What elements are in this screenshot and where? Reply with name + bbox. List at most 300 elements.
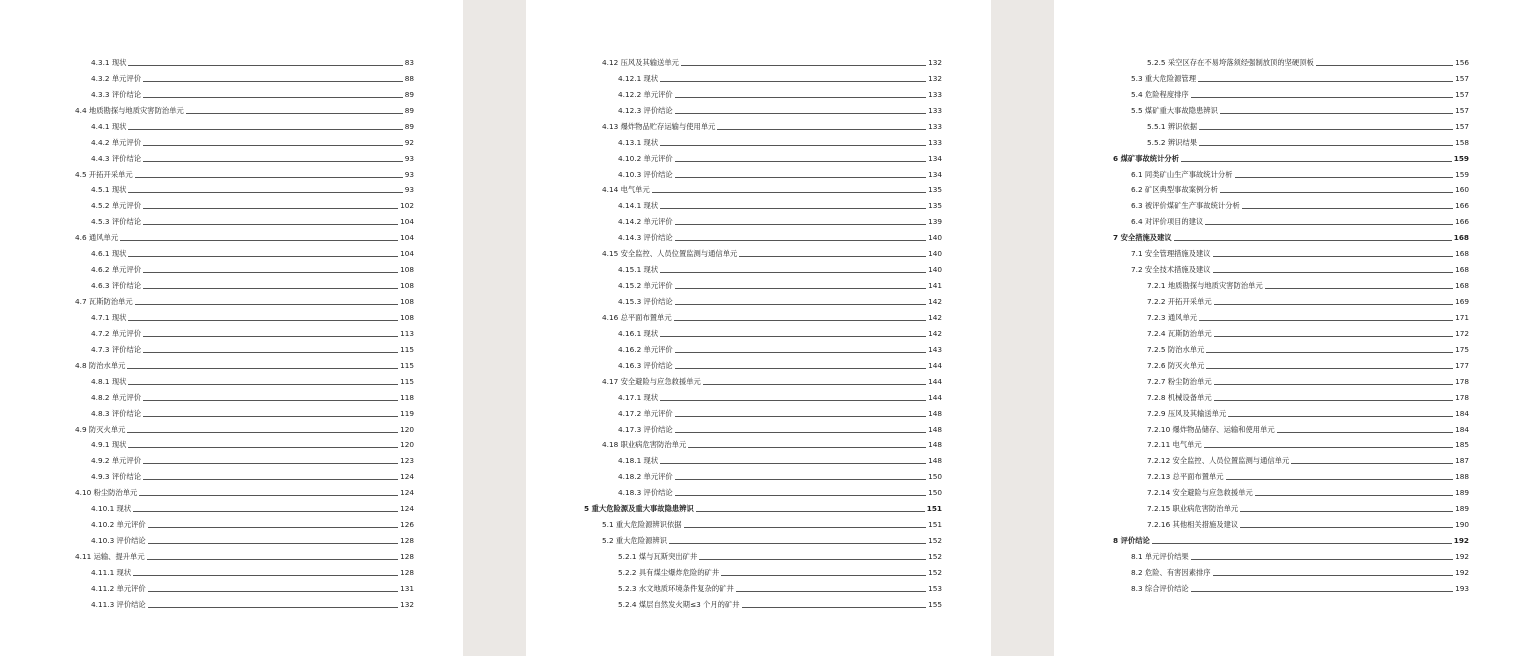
toc-leader-line bbox=[128, 446, 398, 448]
toc-leader-line bbox=[1206, 367, 1453, 369]
toc-entry-title: 4.10.3 评价结论 bbox=[91, 536, 146, 546]
toc-entry[interactable] bbox=[73, 435, 414, 451]
toc-entry-title: 7.2.9 压风及其输送单元 bbox=[1147, 408, 1227, 418]
toc-leader-line bbox=[127, 367, 398, 369]
toc-entry-page-number: 142 bbox=[928, 297, 942, 306]
toc-leader-line bbox=[681, 64, 926, 66]
toc-entry[interactable] bbox=[584, 323, 942, 339]
toc-entry-title: 4.16.3 评价结论 bbox=[618, 360, 673, 370]
toc-leader-line bbox=[703, 383, 926, 385]
toc-entry-title: 4.11 运输、提升单元 bbox=[75, 552, 145, 561]
toc-entry[interactable] bbox=[73, 387, 414, 403]
toc-entry-page-number: 140 bbox=[928, 265, 942, 275]
toc-entry[interactable] bbox=[73, 164, 414, 180]
toc-entry[interactable] bbox=[73, 339, 414, 355]
toc-entry[interactable] bbox=[73, 211, 414, 227]
toc-entry[interactable] bbox=[1113, 339, 1469, 355]
toc-leader-line bbox=[148, 542, 398, 544]
toc-entry[interactable] bbox=[584, 562, 942, 578]
toc-leader-line bbox=[1213, 255, 1453, 257]
toc-entry[interactable] bbox=[73, 482, 414, 498]
toc-entry-title: 7.2 安全技术措施及建议 bbox=[1131, 265, 1211, 275]
toc-entry-page-number: 166 bbox=[1455, 217, 1469, 227]
toc-entry-title: 4.14.1 现状 bbox=[618, 201, 659, 211]
toc-entry[interactable] bbox=[73, 403, 414, 419]
toc-entry[interactable] bbox=[1113, 275, 1469, 291]
toc-entry-page-number: 93 bbox=[404, 153, 414, 163]
toc-entry-page-number: 134 bbox=[928, 169, 942, 179]
toc-leader-line bbox=[1191, 558, 1453, 560]
toc-leader-line bbox=[1181, 160, 1452, 162]
toc-entry-page-number: 88 bbox=[404, 73, 414, 83]
toc-entry[interactable] bbox=[73, 498, 414, 514]
toc-entry[interactable] bbox=[584, 371, 942, 387]
document-page-3 bbox=[1054, 0, 1515, 656]
toc-entry[interactable] bbox=[1113, 355, 1469, 371]
toc-entry[interactable] bbox=[73, 514, 414, 530]
toc-entry-title: 7.2.11 电气单元 bbox=[1147, 440, 1202, 450]
toc-leader-line bbox=[674, 319, 926, 321]
toc-entry[interactable] bbox=[1113, 546, 1469, 562]
toc-leader-line bbox=[699, 558, 926, 560]
toc-entry[interactable] bbox=[73, 371, 414, 387]
toc-entry[interactable] bbox=[73, 450, 414, 466]
toc-entry[interactable] bbox=[1113, 148, 1469, 164]
toc-entry-title: 4.9 防灭火单元 bbox=[75, 424, 126, 434]
toc-entry[interactable] bbox=[584, 307, 942, 323]
toc-entry[interactable] bbox=[1113, 259, 1469, 275]
toc-entry-page-number: 178 bbox=[1455, 376, 1469, 386]
toc-entry-title: 4.12 压风及其输送单元 bbox=[602, 57, 679, 67]
toc-entry-page-number: 157 bbox=[1455, 105, 1469, 115]
toc-leader-line bbox=[675, 478, 926, 480]
toc-entry[interactable] bbox=[73, 132, 414, 148]
toc-entry-title: 4.17.3 评价结论 bbox=[618, 424, 673, 434]
toc-entry-page-number: 120 bbox=[400, 424, 414, 434]
toc-entry-page-number: 160 bbox=[1455, 185, 1469, 195]
toc-entry-page-number: 89 bbox=[404, 105, 414, 115]
toc-entry[interactable] bbox=[1113, 243, 1469, 259]
toc-entry[interactable] bbox=[1113, 307, 1469, 323]
toc-entry[interactable] bbox=[73, 466, 414, 482]
toc-leader-line bbox=[1226, 478, 1453, 480]
toc-entry[interactable] bbox=[584, 275, 942, 291]
toc-leader-line bbox=[148, 590, 398, 592]
toc-entry[interactable] bbox=[73, 148, 414, 164]
toc-leader-line bbox=[675, 367, 926, 369]
toc-leader-line bbox=[739, 255, 926, 257]
toc-entry[interactable] bbox=[584, 403, 942, 419]
toc-entry-page-number: 185 bbox=[1455, 440, 1469, 450]
toc-entry-title: 4.12.1 现状 bbox=[618, 73, 659, 83]
toc-list bbox=[1113, 52, 1469, 594]
toc-leader-line bbox=[133, 510, 398, 512]
toc-entry-title: 4.4 地质勘探与地质灾害防治单元 bbox=[75, 105, 184, 115]
toc-entry[interactable] bbox=[73, 419, 414, 435]
toc-entry-title: 6 煤矿事故统计分析 bbox=[1113, 153, 1179, 163]
toc-entry-page-number: 133 bbox=[928, 105, 942, 115]
toc-entry-title: 7.2.2 开拓开采单元 bbox=[1147, 297, 1212, 306]
toc-entry[interactable] bbox=[584, 164, 942, 180]
toc-entry[interactable] bbox=[73, 52, 414, 68]
toc-entry[interactable] bbox=[584, 84, 942, 100]
toc-entry-page-number: 168 bbox=[1455, 249, 1469, 259]
toc-entry[interactable] bbox=[584, 211, 942, 227]
toc-leader-line bbox=[143, 462, 398, 464]
toc-entry-page-number: 133 bbox=[928, 89, 942, 99]
toc-leader-line bbox=[1316, 64, 1453, 66]
toc-list bbox=[584, 52, 942, 610]
toc-entry[interactable] bbox=[584, 578, 942, 594]
toc-entry-title: 4.7.3 评价结论 bbox=[91, 344, 142, 354]
toc-entry-page-number: 115 bbox=[400, 376, 414, 386]
toc-entry[interactable] bbox=[1113, 419, 1469, 435]
toc-entry[interactable] bbox=[584, 546, 942, 562]
toc-entry-title: 5.2.4 煤层自然发火期≤3 个月的矿井 bbox=[618, 599, 740, 609]
toc-entry-title: 4.3.2 单元评价 bbox=[91, 73, 142, 83]
toc-entry-title: 7.2.12 安全监控、人员位置监测与通信单元 bbox=[1147, 456, 1290, 466]
toc-entry-title: 4.9.2 单元评价 bbox=[91, 456, 142, 466]
toc-entry[interactable] bbox=[584, 530, 942, 546]
toc-entry-page-number: 104 bbox=[400, 249, 414, 259]
toc-entry-page-number: 158 bbox=[1455, 137, 1469, 147]
toc-entry-title: 4.15.2 单元评价 bbox=[618, 281, 673, 291]
toc-entry-page-number: 159 bbox=[1455, 169, 1469, 179]
toc-entry[interactable] bbox=[1113, 132, 1469, 148]
toc-leader-line bbox=[1220, 191, 1453, 193]
toc-entry-page-number: 190 bbox=[1455, 520, 1469, 530]
toc-entry[interactable] bbox=[73, 307, 414, 323]
toc-entry[interactable] bbox=[73, 530, 414, 546]
toc-entry-page-number: 108 bbox=[400, 265, 414, 275]
toc-entry-page-number: 133 bbox=[928, 137, 942, 147]
toc-leader-line bbox=[128, 319, 398, 321]
toc-leader-line bbox=[688, 446, 926, 448]
toc-entry[interactable] bbox=[1113, 514, 1469, 530]
toc-leader-line bbox=[143, 271, 398, 273]
toc-entry[interactable] bbox=[584, 594, 942, 610]
toc-entry[interactable] bbox=[1113, 578, 1469, 594]
toc-entry[interactable] bbox=[584, 132, 942, 148]
toc-entry[interactable] bbox=[1113, 466, 1469, 482]
toc-entry[interactable] bbox=[1113, 562, 1469, 578]
toc-entry[interactable] bbox=[584, 450, 942, 466]
toc-entry-title: 4.17 安全避险与应急救援单元 bbox=[602, 376, 701, 386]
toc-entry-title: 4.14.2 单元评价 bbox=[618, 217, 673, 227]
toc-entry[interactable] bbox=[584, 514, 942, 530]
toc-leader-line bbox=[128, 64, 402, 66]
toc-leader-line bbox=[148, 526, 398, 528]
toc-entry-title: 5.5.2 辨识结果 bbox=[1147, 137, 1198, 147]
toc-entry-page-number: 115 bbox=[400, 344, 414, 354]
toc-entry-page-number: 139 bbox=[928, 217, 942, 227]
toc-leader-line bbox=[143, 144, 403, 146]
toc-leader-line bbox=[139, 494, 398, 496]
toc-entry[interactable] bbox=[73, 275, 414, 291]
toc-entry-title: 4.6 通风单元 bbox=[75, 233, 119, 243]
toc-entry-page-number: 150 bbox=[928, 472, 942, 482]
toc-entry[interactable] bbox=[584, 243, 942, 259]
toc-entry[interactable] bbox=[73, 259, 414, 275]
toc-entry-page-number: 153 bbox=[928, 583, 942, 593]
toc-entry-page-number: 157 bbox=[1455, 121, 1469, 131]
toc-entry[interactable] bbox=[1113, 530, 1469, 546]
toc-entry[interactable] bbox=[1113, 435, 1469, 451]
toc-entry[interactable] bbox=[1113, 195, 1469, 211]
toc-entry[interactable] bbox=[73, 594, 414, 610]
toc-leader-line bbox=[1255, 494, 1453, 496]
toc-leader-line bbox=[721, 574, 926, 576]
toc-leader-line bbox=[133, 574, 398, 576]
toc-entry-title: 4.3.1 现状 bbox=[91, 57, 127, 67]
toc-entry-page-number: 188 bbox=[1455, 472, 1469, 482]
toc-leader-line bbox=[1213, 271, 1453, 273]
toc-entry[interactable] bbox=[1113, 100, 1469, 116]
toc-entry-page-number: 128 bbox=[400, 536, 414, 546]
toc-entry-title: 4.11.3 评价结论 bbox=[91, 599, 146, 609]
toc-entry-title: 4.11.2 单元评价 bbox=[91, 583, 146, 593]
toc-entry[interactable] bbox=[73, 562, 414, 578]
toc-entry-title: 7.2.10 爆炸物品储存、运输和使用单元 bbox=[1147, 424, 1275, 434]
toc-entry-page-number: 144 bbox=[928, 392, 942, 402]
toc-entry[interactable] bbox=[1113, 164, 1469, 180]
toc-leader-line bbox=[675, 223, 926, 225]
toc-leader-line bbox=[143, 287, 398, 289]
toc-leader-line bbox=[1220, 112, 1453, 114]
toc-leader-line bbox=[1277, 431, 1453, 433]
toc-entry[interactable] bbox=[73, 355, 414, 371]
toc-leader-line bbox=[1214, 383, 1453, 385]
toc-entry-page-number: 175 bbox=[1455, 344, 1469, 354]
toc-leader-line bbox=[742, 606, 927, 608]
toc-entry-page-number: 178 bbox=[1455, 392, 1469, 402]
toc-entry-title: 7.2.5 防治水单元 bbox=[1147, 344, 1205, 354]
toc-entry[interactable] bbox=[1113, 403, 1469, 419]
toc-entry-title: 5.2 重大危险源辨识 bbox=[602, 536, 668, 546]
toc-entry-title: 4.14.3 评价结论 bbox=[618, 233, 673, 243]
toc-entry-title: 4.10.1 现状 bbox=[91, 504, 132, 514]
toc-entry[interactable] bbox=[584, 419, 942, 435]
toc-leader-line bbox=[675, 160, 926, 162]
toc-entry-title: 4.6.3 评价结论 bbox=[91, 281, 142, 291]
toc-entry[interactable] bbox=[1113, 482, 1469, 498]
toc-leader-line bbox=[1174, 239, 1452, 241]
toc-entry[interactable] bbox=[73, 100, 414, 116]
toc-entry-title: 4.12.2 单元评价 bbox=[618, 89, 673, 99]
toc-leader-line bbox=[1265, 287, 1453, 289]
toc-entry[interactable] bbox=[73, 546, 414, 562]
toc-entry[interactable] bbox=[1113, 84, 1469, 100]
toc-leader-line bbox=[1191, 96, 1453, 98]
toc-leader-line bbox=[696, 510, 925, 512]
toc-entry-title: 7.2.1 地质勘探与地质灾害防治单元 bbox=[1147, 281, 1263, 291]
toc-entry[interactable] bbox=[1113, 227, 1469, 243]
toc-leader-line bbox=[1206, 351, 1453, 353]
toc-entry[interactable] bbox=[584, 482, 942, 498]
toc-entry[interactable] bbox=[584, 259, 942, 275]
toc-entry-title: 7.2.6 防灭火单元 bbox=[1147, 360, 1205, 370]
toc-entry[interactable] bbox=[584, 339, 942, 355]
toc-leader-line bbox=[1240, 510, 1453, 512]
toc-entry[interactable] bbox=[73, 227, 414, 243]
toc-leader-line bbox=[127, 431, 398, 433]
toc-entry[interactable] bbox=[584, 116, 942, 132]
toc-entry-title: 4.7.2 单元评价 bbox=[91, 328, 142, 338]
toc-entry-page-number: 171 bbox=[1455, 312, 1469, 322]
toc-entry-title: 4.8 防治水单元 bbox=[75, 360, 126, 370]
toc-entry-title: 4.4.2 单元评价 bbox=[91, 137, 142, 147]
toc-leader-line bbox=[660, 207, 926, 209]
toc-entry[interactable] bbox=[584, 180, 942, 196]
toc-entry[interactable] bbox=[584, 195, 942, 211]
toc-entry[interactable] bbox=[1113, 116, 1469, 132]
toc-leader-line bbox=[1205, 223, 1453, 225]
toc-entry-page-number: 134 bbox=[928, 153, 942, 163]
toc-entry[interactable] bbox=[584, 68, 942, 84]
toc-entry[interactable] bbox=[73, 68, 414, 84]
toc-leader-line bbox=[1204, 446, 1453, 448]
toc-entry[interactable] bbox=[584, 291, 942, 307]
toc-entry[interactable] bbox=[584, 435, 942, 451]
toc-entry-page-number: 144 bbox=[928, 376, 942, 386]
toc-entry[interactable] bbox=[1113, 52, 1469, 68]
toc-entry-page-number: 151 bbox=[926, 504, 942, 514]
toc-entry-title: 7.2.13 总平面布置单元 bbox=[1147, 472, 1224, 482]
toc-entry[interactable] bbox=[584, 148, 942, 164]
toc-entry-page-number: 143 bbox=[928, 344, 942, 354]
toc-entry-page-number: 140 bbox=[928, 249, 942, 259]
toc-entry-page-number: 124 bbox=[400, 488, 414, 498]
toc-leader-line bbox=[1213, 574, 1453, 576]
toc-leader-line bbox=[143, 415, 398, 417]
toc-entry-page-number: 104 bbox=[400, 233, 414, 243]
toc-entry-page-number: 128 bbox=[400, 552, 414, 561]
toc-entry-title: 4.15.1 现状 bbox=[618, 265, 659, 275]
toc-leader-line bbox=[143, 335, 398, 337]
toc-entry[interactable] bbox=[584, 227, 942, 243]
toc-entry[interactable] bbox=[73, 195, 414, 211]
toc-entry-page-number: 135 bbox=[928, 201, 942, 211]
toc-entry-page-number: 132 bbox=[400, 599, 414, 609]
toc-entry-page-number: 157 bbox=[1455, 89, 1469, 99]
toc-entry-page-number: 128 bbox=[400, 567, 414, 577]
toc-leader-line bbox=[675, 176, 926, 178]
toc-entry[interactable] bbox=[1113, 323, 1469, 339]
toc-entry-title: 5.2.1 煤与瓦斯突出矿井 bbox=[618, 552, 698, 561]
toc-entry[interactable] bbox=[73, 84, 414, 100]
toc-entry-page-number: 187 bbox=[1455, 456, 1469, 466]
toc-entry-page-number: 166 bbox=[1455, 201, 1469, 211]
toc-entry[interactable] bbox=[73, 180, 414, 196]
toc-entry-page-number: 93 bbox=[404, 185, 414, 195]
toc-leader-line bbox=[1214, 303, 1453, 305]
toc-entry-title: 4.4.3 评价结论 bbox=[91, 153, 142, 163]
toc-entry[interactable] bbox=[1113, 291, 1469, 307]
toc-leader-line bbox=[1198, 80, 1453, 82]
toc-entry-page-number: 124 bbox=[400, 504, 414, 514]
toc-entry[interactable] bbox=[584, 52, 942, 68]
toc-entry-title: 8.2 危险、有害因素排序 bbox=[1131, 567, 1211, 577]
toc-entry-title: 5.2.3 水文地质环境条件复杂的矿井 bbox=[618, 583, 734, 593]
toc-entry-page-number: 131 bbox=[400, 583, 414, 593]
toc-leader-line bbox=[1214, 335, 1453, 337]
toc-entry-title: 5.1 重大危险源辨识依据 bbox=[602, 520, 682, 530]
toc-entry[interactable] bbox=[1113, 450, 1469, 466]
toc-entry-page-number: 92 bbox=[404, 137, 414, 147]
toc-entry-title: 4.18.3 评价结论 bbox=[618, 488, 673, 498]
toc-entry-title: 7.2.16 其他相关措施及建议 bbox=[1147, 520, 1239, 530]
toc-entry[interactable] bbox=[584, 387, 942, 403]
toc-leader-line bbox=[675, 494, 926, 496]
toc-entry[interactable] bbox=[73, 291, 414, 307]
toc-entry-title: 4.14 电气单元 bbox=[602, 185, 650, 195]
toc-entry[interactable] bbox=[584, 100, 942, 116]
toc-entry-page-number: 189 bbox=[1455, 488, 1469, 498]
toc-entry[interactable] bbox=[73, 578, 414, 594]
toc-leader-line bbox=[186, 112, 403, 114]
toc-entry-page-number: 189 bbox=[1455, 504, 1469, 514]
toc-entry[interactable] bbox=[584, 355, 942, 371]
toc-leader-line bbox=[1199, 144, 1453, 146]
toc-leader-line bbox=[675, 351, 926, 353]
toc-entry-page-number: 192 bbox=[1455, 567, 1469, 577]
toc-leader-line bbox=[143, 80, 403, 82]
toc-entry-page-number: 148 bbox=[928, 424, 942, 434]
toc-entry-page-number: 115 bbox=[400, 360, 414, 370]
toc-entry[interactable] bbox=[1113, 211, 1469, 227]
toc-entry-title: 4.8.1 现状 bbox=[91, 376, 127, 386]
toc-entry-page-number: 102 bbox=[400, 201, 414, 211]
toc-entry-page-number: 118 bbox=[400, 392, 414, 402]
toc-entry-title: 5.3 重大危险源管理 bbox=[1131, 73, 1197, 83]
toc-leader-line bbox=[660, 80, 926, 82]
toc-leader-line bbox=[684, 526, 926, 528]
toc-leader-line bbox=[675, 287, 926, 289]
toc-entry[interactable] bbox=[584, 466, 942, 482]
toc-entry[interactable] bbox=[1113, 387, 1469, 403]
toc-entry-title: 4.8.2 单元评价 bbox=[91, 392, 142, 402]
toc-entry-title: 7.2.4 瓦斯防治单元 bbox=[1147, 328, 1212, 338]
toc-entry[interactable] bbox=[73, 243, 414, 259]
toc-leader-line bbox=[660, 144, 926, 146]
toc-leader-line bbox=[660, 335, 926, 337]
toc-leader-line bbox=[143, 478, 398, 480]
toc-entry[interactable] bbox=[1113, 68, 1469, 84]
toc-entry-page-number: 126 bbox=[400, 520, 414, 530]
toc-entry-page-number: 83 bbox=[404, 57, 414, 67]
toc-leader-line bbox=[717, 128, 926, 130]
toc-entry[interactable] bbox=[1113, 180, 1469, 196]
toc-entry[interactable] bbox=[584, 498, 942, 514]
toc-leader-line bbox=[1291, 462, 1453, 464]
toc-entry[interactable] bbox=[73, 116, 414, 132]
toc-entry-page-number: 108 bbox=[400, 297, 414, 306]
toc-entry-title: 6.1 同类矿山生产事故统计分析 bbox=[1131, 169, 1233, 179]
toc-entry-title: 4.6.2 单元评价 bbox=[91, 265, 142, 275]
toc-entry-title: 4.15.3 评价结论 bbox=[618, 297, 673, 306]
toc-entry[interactable] bbox=[1113, 498, 1469, 514]
toc-entry-title: 7.2.14 安全避险与应急救援单元 bbox=[1147, 488, 1253, 498]
toc-entry[interactable] bbox=[73, 323, 414, 339]
toc-entry-page-number: 168 bbox=[1453, 233, 1469, 243]
toc-entry[interactable] bbox=[1113, 371, 1469, 387]
toc-entry-page-number: 89 bbox=[404, 121, 414, 131]
toc-entry-page-number: 150 bbox=[928, 488, 942, 498]
toc-leader-line bbox=[143, 399, 398, 401]
toc-entry-page-number: 155 bbox=[928, 599, 942, 609]
toc-entry-page-number: 148 bbox=[928, 408, 942, 418]
toc-entry-title: 5.4 危险程度排序 bbox=[1131, 89, 1189, 99]
